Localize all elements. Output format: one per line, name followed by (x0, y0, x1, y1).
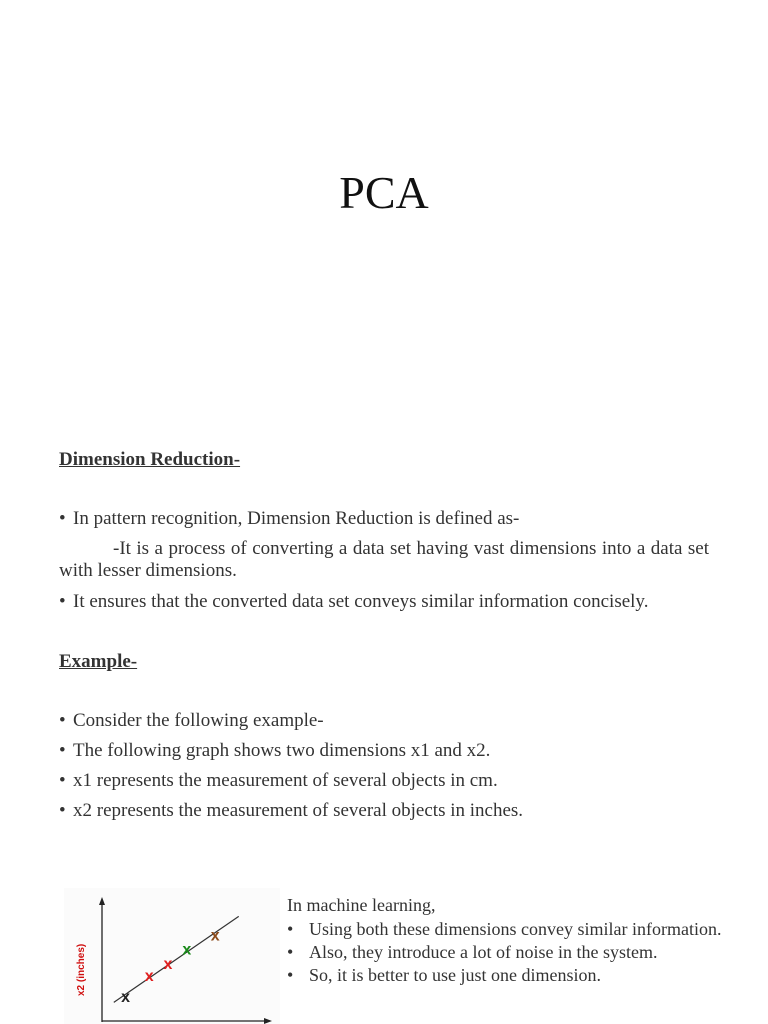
scatter-chart (64, 888, 280, 1024)
data-point-marker: x (210, 927, 220, 945)
side-bullet-item (287, 941, 739, 964)
bullet-text: Consider the following example- (73, 710, 324, 731)
side-bullet-item (287, 964, 739, 987)
bullet-text: x1 represents the measurement of several objects in cm. (73, 770, 498, 791)
side-bullet-item (287, 918, 739, 941)
bullet-dot-icon: • (59, 800, 66, 821)
side-list (287, 918, 739, 987)
page-title: PCA (339, 167, 429, 218)
bullet-dot-icon: • (287, 942, 294, 962)
bullet-item (59, 770, 498, 792)
data-point-marker: x (121, 989, 131, 1007)
bullet-dot-icon: • (287, 919, 294, 939)
bullet-item (59, 591, 648, 613)
definition-text: -It is a process of converting a data set having vast dimensions into a data set with lesser dimensions. (59, 538, 709, 581)
data-point-marker: x (163, 955, 173, 973)
bullet-text: It ensures that the converted data set conveys similar information concisely. (73, 591, 649, 612)
bullet-dot-icon: • (287, 965, 294, 985)
side-intro: In machine learning, (287, 895, 436, 915)
bullet-dot-icon: • (59, 508, 66, 529)
bullet-dot-icon: • (59, 740, 66, 761)
section-heading-example: Example- (59, 651, 138, 672)
data-point-marker: x (182, 941, 192, 959)
bullet-item (59, 710, 324, 732)
bullet-text: x2 represents the measurement of several objects in inches. (73, 800, 524, 821)
bullet-dot-icon: • (59, 710, 66, 731)
bullet-item (59, 508, 519, 530)
bullet-item (59, 800, 523, 822)
side-bullet-text: So, it is better to use just one dimension. (309, 965, 601, 985)
y-axis-label: x2 (inches) (76, 943, 87, 996)
bullet-dot-icon: • (59, 591, 66, 612)
bullet-text: The following graph shows two dimensions x1 and x2. (73, 740, 491, 761)
bullet-item (59, 740, 490, 762)
bullet-text: In pattern recognition, Dimension Reduction is defined as- (73, 508, 520, 529)
section-heading-dimension-reduction: Dimension Reduction- (59, 449, 241, 470)
data-point-marker: x (144, 967, 154, 985)
side-bullet-text: Also, they introduce a lot of noise in the system. (309, 942, 658, 962)
side-bullet-text: Using both these dimensions convey similar information. (309, 919, 722, 939)
bullet-dot-icon: • (59, 770, 66, 791)
